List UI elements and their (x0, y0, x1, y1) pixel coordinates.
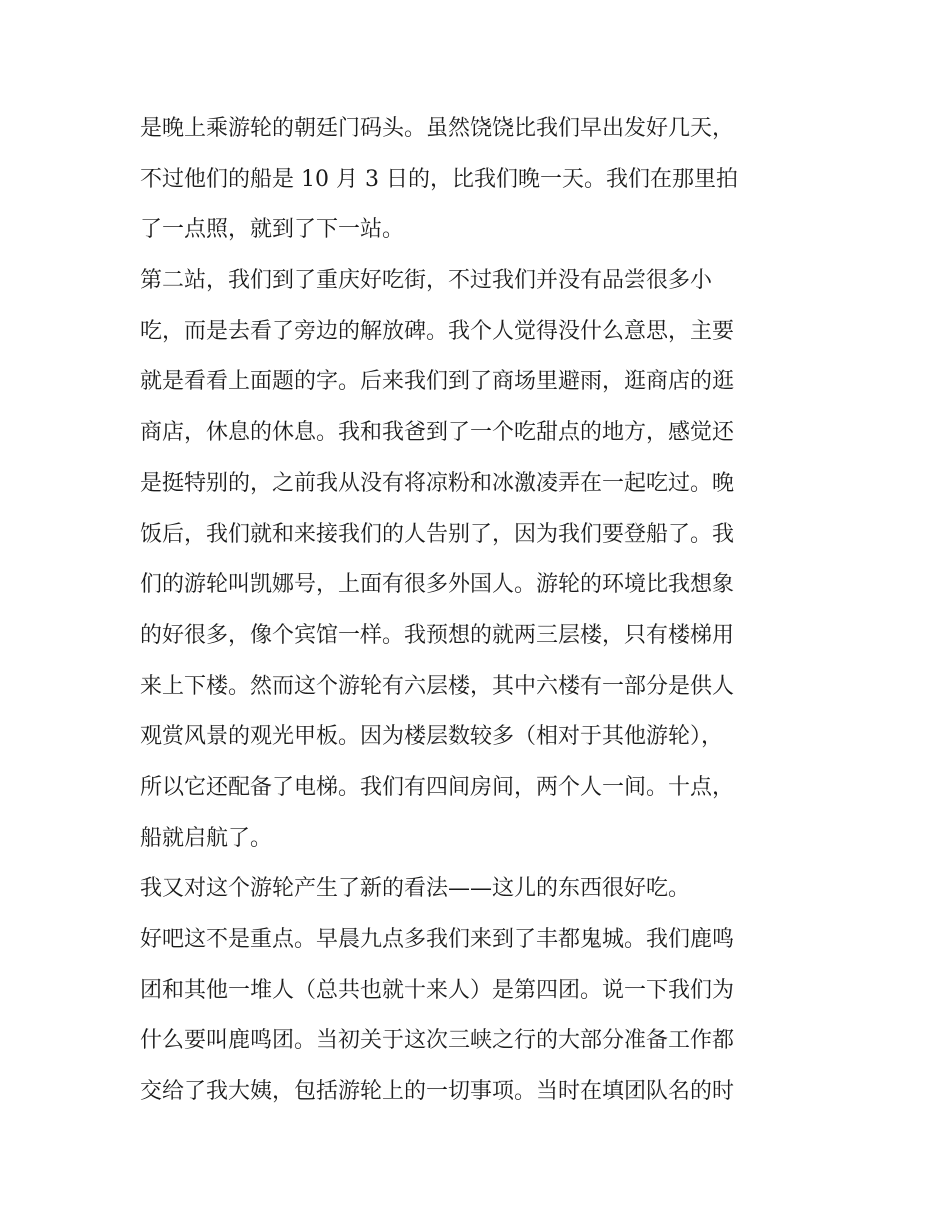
text-line: 的好很多，像个宾馆一样。我预想的就两三层楼，只有楼梯用 (140, 622, 735, 648)
text-line: 什么要叫鹿鸣团。当初关于这次三峡之行的大部分准备工作都 (140, 1028, 735, 1054)
text-line: 吃，而是去看了旁边的解放碑。我个人觉得没什么意思，主要 (140, 318, 735, 344)
text-line: 交给了我大姨，包括游轮上的一切事项。当时在填团队名的时 (140, 1079, 735, 1105)
text-line: 第二站，我们到了重庆好吃街，不过我们并没有品尝很多小 (140, 268, 713, 294)
text-line: 船就启航了。 (140, 825, 273, 851)
text-line: 不过他们的船是 10 月 3 日的，比我们晚一天。我们在那里拍 (140, 166, 738, 192)
text-line: 来上下楼。然而这个游轮有六层楼，其中六楼有一部分是供人 (140, 673, 735, 699)
text-line: 我又对这个游轮产生了新的看法——这儿的东西很好吃。 (140, 876, 691, 902)
text-line: 团和其他一堆人（总共也就十来人）是第四团。说一下我们为 (140, 977, 735, 1003)
text-line: 商店，休息的休息。我和我爸到了一个吃甜点的地方，感觉还 (140, 420, 735, 446)
text-line: 好吧这不是重点。早晨九点多我们来到了丰都鬼城。我们鹿鸣 (140, 927, 735, 952)
text-line: 观赏风景的观光甲板。因为楼层数较多（相对于其他游轮）， (140, 724, 724, 750)
text-line: 饭后，我们就和来接我们的人告别了，因为我们要登船了。我 (140, 521, 735, 547)
text-line: 们的游轮叫凯娜号，上面有很多外国人。游轮的环境比我想象 (140, 572, 735, 598)
text-line: 就是看看上面题的字。后来我们到了商场里避雨，逛商店的逛 (140, 369, 735, 395)
text-line: 是晚上乘游轮的朝廷门码头。虽然饶饶比我们早出发好几天， (140, 116, 735, 141)
body-text (140, 104, 820, 1118)
text-line: 了一点照，就到了下一站。 (140, 217, 405, 243)
text-line: 所以它还配备了电梯。我们有四间房间，两个人一间。十点， (140, 774, 735, 800)
text-line: 是挺特别的，之前我从没有将凉粉和冰激凌弄在一起吃过。晚 (140, 470, 735, 496)
